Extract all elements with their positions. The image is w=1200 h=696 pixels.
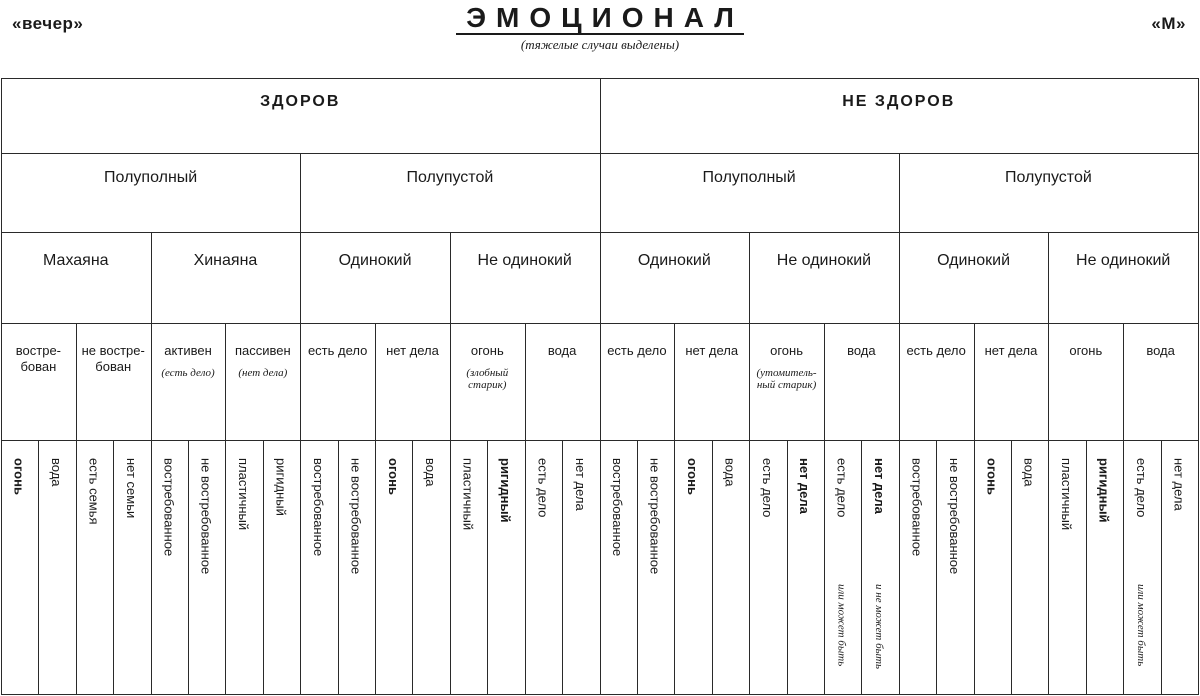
table-col-rule — [712, 440, 713, 695]
state-label: нет дела — [984, 343, 1038, 358]
leaf-label: не востребованное — [348, 458, 364, 575]
leaf-label: вода — [1021, 458, 1037, 487]
leaf-label: есть дело — [1133, 458, 1149, 518]
state-label: огонь — [1069, 343, 1103, 358]
leaf-label: востребованное — [610, 458, 626, 557]
table-col-rule — [787, 440, 788, 695]
state-header — [600, 323, 675, 440]
category-header: НЕ ЗДОРОВ — [842, 93, 956, 110]
leaf-label: вода — [49, 458, 65, 487]
state-header — [525, 323, 600, 440]
leaf-label: огонь — [385, 458, 401, 495]
state-label: вода — [547, 343, 577, 358]
leaf-label: востребованное — [161, 458, 177, 557]
social-header: Не одинокий — [776, 252, 872, 269]
leaf-label: огонь — [685, 458, 701, 495]
fullness-header: Полуполный — [104, 169, 198, 186]
state-header — [674, 323, 749, 440]
state-label: вода — [1146, 343, 1175, 358]
table-col-rule — [38, 440, 39, 695]
table-col-rule — [188, 440, 189, 695]
table-col-rule — [562, 440, 563, 695]
state-header — [1048, 323, 1123, 440]
state-label: огонь — [470, 343, 504, 358]
table-col-rule — [861, 440, 862, 695]
leaf-label: огонь — [984, 458, 1000, 495]
leaf-label: не востребованное — [198, 458, 214, 575]
fullness-header: Полупустой — [1004, 169, 1092, 186]
leaf-label: нет дела — [1171, 458, 1187, 511]
leaf-label: есть дело — [535, 458, 551, 518]
table-col-rule — [1011, 440, 1012, 695]
state-header — [1, 323, 76, 440]
state-label: нет дела — [386, 343, 439, 358]
table-col-rule — [1161, 440, 1162, 695]
state-header — [76, 323, 151, 440]
table-border — [1198, 78, 1199, 695]
state-header — [450, 323, 525, 440]
leaf-label: нет семьи — [123, 458, 139, 519]
state-header — [824, 323, 899, 440]
state-header — [375, 323, 450, 440]
table-col-rule — [263, 440, 264, 695]
leaf-label: не востребованное — [946, 458, 962, 575]
table-col-rule — [936, 440, 937, 695]
social-header: Не одинокий — [1076, 252, 1171, 269]
table-col-rule — [487, 440, 488, 695]
table-col-rule — [1086, 440, 1087, 695]
leaf-label: востребованное — [310, 458, 326, 557]
leaf-label: ригидный — [497, 458, 513, 523]
table-col-rule — [113, 440, 114, 695]
fullness-header: Полуполный — [702, 169, 796, 186]
leaf-label: не востребованное — [647, 458, 663, 575]
state-label: пассивен — [234, 343, 291, 358]
m-label: «М» — [1151, 14, 1186, 33]
state-header — [300, 323, 375, 440]
social-header: Махаяна — [43, 252, 109, 269]
state-label: есть дело — [607, 343, 667, 358]
state-label: есть дело — [906, 343, 966, 358]
leaf-note: и не может быть — [873, 584, 886, 670]
leaf-label: пластичный — [1059, 458, 1075, 531]
social-header: Одинокий — [637, 252, 711, 269]
leaf-label: нет дела — [872, 458, 888, 514]
state-label: вода — [847, 343, 876, 358]
state-header — [225, 323, 300, 440]
state-label: не востре- бован — [81, 343, 145, 374]
state-header — [749, 323, 824, 440]
leaf-label: пластичный — [460, 458, 476, 531]
leaf-label: огонь — [11, 458, 27, 495]
state-label: огонь — [770, 343, 803, 358]
leaf-label: вода — [423, 458, 439, 487]
leaf-label: пластичный — [236, 458, 252, 531]
state-note: (нет дела) — [238, 367, 288, 379]
leaf-note: или может быть — [835, 584, 848, 667]
state-header — [151, 323, 226, 440]
leaf-label: нет дела — [572, 458, 588, 511]
state-note: (утомитель- ный старик) — [756, 367, 817, 391]
leaf-label: нет дела — [797, 458, 813, 514]
leaf-label: вода — [722, 458, 738, 487]
state-label: востре- бован — [15, 343, 62, 374]
fullness-header: Полупустой — [406, 169, 494, 186]
leaf-label: ригидный — [1096, 458, 1112, 523]
state-note: (злобный старик) — [466, 367, 509, 391]
evening-label: «вечер» — [12, 14, 84, 33]
state-header — [899, 323, 974, 440]
social-header: Одинокий — [937, 252, 1011, 269]
leaf-label: ригидный — [273, 458, 289, 516]
social-header: Не одинокий — [477, 252, 572, 269]
page-title: ЭМОЦИОНАЛ — [0, 2, 1200, 34]
leaf-label: есть дело — [759, 458, 775, 518]
state-header — [1123, 323, 1198, 440]
table-col-rule — [637, 440, 638, 695]
leaf-label: есть семья — [86, 458, 102, 525]
state-label: активен — [164, 343, 212, 358]
leaf-label: востребованное — [909, 458, 925, 557]
page-subtitle: (тяжелые случаи выделены) — [520, 37, 680, 52]
state-label: нет дела — [685, 343, 739, 358]
state-note: (есть дело) — [161, 367, 215, 379]
social-header: Одинокий — [338, 252, 412, 269]
leaf-note: или может быть — [1134, 584, 1147, 667]
state-label: есть дело — [307, 343, 368, 358]
social-header: Хинаяна — [193, 252, 258, 269]
leaf-label: есть дело — [834, 458, 850, 518]
table-col-rule — [338, 440, 339, 695]
table-col-rule — [412, 440, 413, 695]
state-header — [974, 323, 1049, 440]
category-header: ЗДОРОВ — [260, 93, 341, 110]
